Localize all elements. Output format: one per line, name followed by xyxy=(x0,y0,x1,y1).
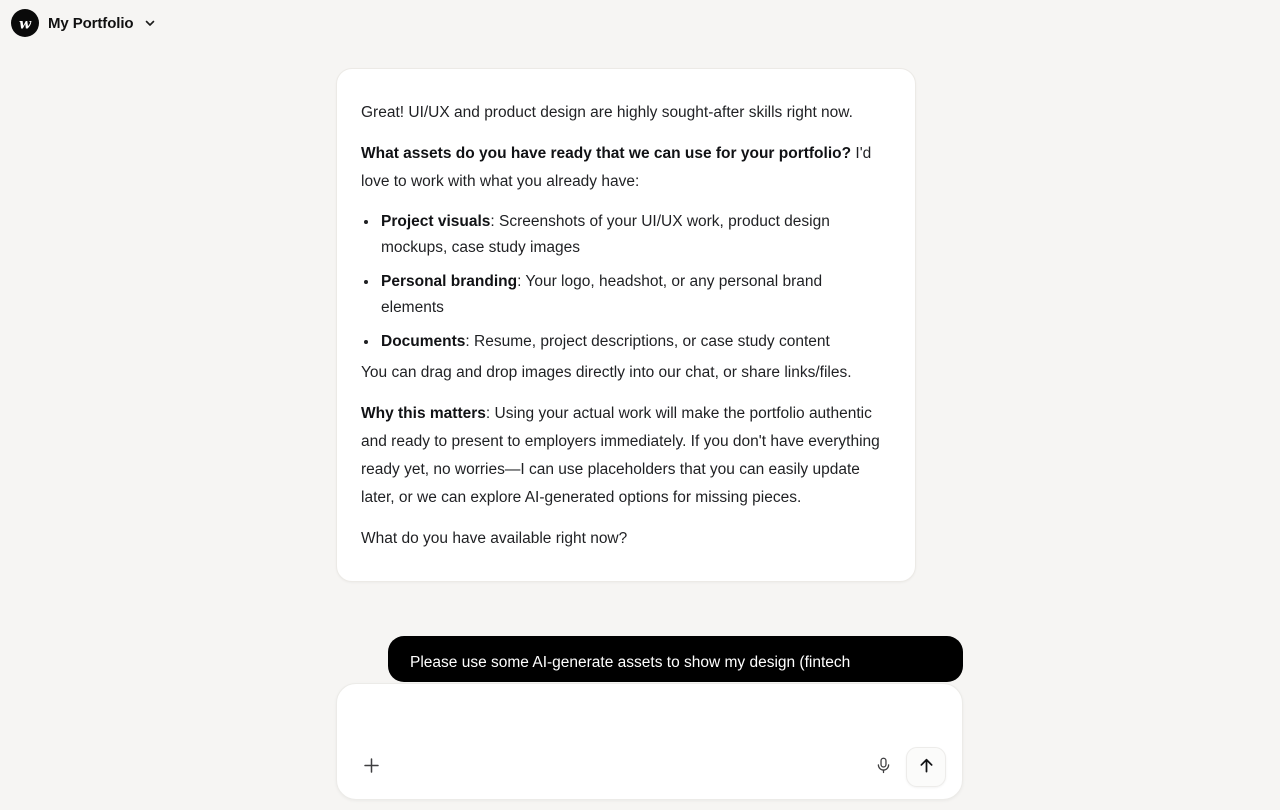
composer-right-actions xyxy=(868,747,946,787)
message-input[interactable] xyxy=(359,700,940,746)
voice-input-button[interactable] xyxy=(868,752,898,782)
user-message-text: Please use some AI-generate assets to show my design (fintech xyxy=(410,654,851,671)
asset-label: Personal branding xyxy=(381,273,518,290)
send-button[interactable] xyxy=(906,747,946,787)
svg-text:w: w xyxy=(18,16,32,33)
assistant-closing-paragraph: What do you have available right now? xyxy=(361,530,628,547)
brand-logo-icon[interactable] xyxy=(11,9,39,37)
assistant-intro-paragraph: Great! UI/UX and product design are highly sought-after skills right now. xyxy=(361,104,853,121)
assistant-why-tail: : Using your actual work will make the portfolio authentic and ready to present to employers immediately. If you don't have everything ready yet, no worries—I can use placeholders that you can easily update later, or we can explore AI-generated options for missing pieces. xyxy=(361,405,880,506)
conversation-thread xyxy=(336,68,916,582)
list-item xyxy=(361,269,885,321)
assistant-why-paragraph xyxy=(361,400,885,512)
assistant-question-paragraph xyxy=(361,140,885,196)
list-item xyxy=(361,209,885,261)
user-message-bubble xyxy=(388,636,963,682)
list-item xyxy=(361,329,885,355)
assistant-question-tail: I'd love to work with what you already have: xyxy=(361,145,872,190)
app-header xyxy=(0,0,157,46)
chevron-down-icon[interactable] xyxy=(143,16,157,30)
composer-action-bar xyxy=(337,747,962,787)
plus-icon xyxy=(362,756,381,778)
assistant-question-emphasis: What assets do you have ready that we can use for your portfolio? xyxy=(361,145,852,162)
assistant-dragdrop-paragraph: You can drag and drop images directly into our chat, or share links/files. xyxy=(361,364,852,381)
assistant-why-emphasis: Why this matters xyxy=(361,405,486,422)
asset-detail: : Screenshots of your UI/UX work, product design mockups, case study images xyxy=(381,213,830,256)
arrow-up-icon xyxy=(917,756,936,778)
asset-label: Project visuals xyxy=(381,213,491,230)
asset-detail: : Your logo, headshot, or any personal brand elements xyxy=(381,273,823,316)
workspace-title: My Portfolio xyxy=(48,14,134,32)
asset-type-list xyxy=(361,209,885,355)
attach-button[interactable] xyxy=(357,753,385,781)
asset-detail: : Resume, project descriptions, or case study content xyxy=(465,333,830,350)
assistant-message-card xyxy=(336,68,916,582)
microphone-icon xyxy=(874,756,893,778)
message-composer[interactable] xyxy=(336,683,963,800)
asset-label: Documents xyxy=(381,333,466,350)
